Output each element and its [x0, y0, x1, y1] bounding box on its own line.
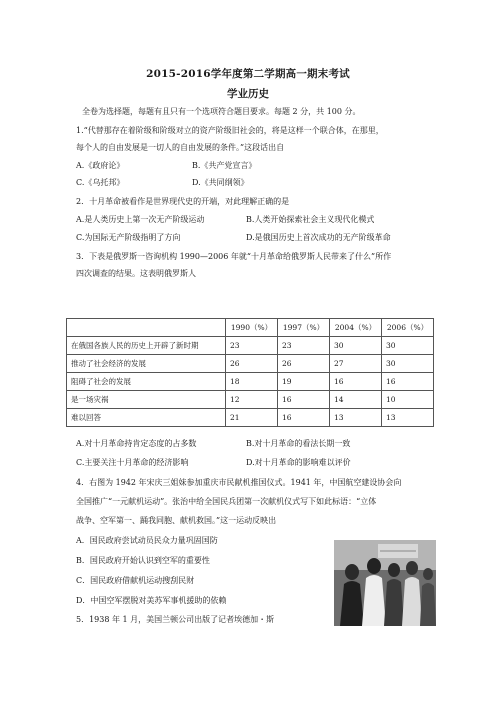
table-cell: 14	[330, 391, 382, 409]
q4-option-b: B．国民政府开始认识到空军的重要性	[76, 556, 210, 565]
table-row	[67, 373, 434, 391]
q4-stem-line3: 战争、空军第一、踊我同胞、献机救国。”这一运动反映出	[76, 516, 277, 525]
exam-subject: 学业历史	[227, 88, 269, 100]
table-cell: 23	[278, 337, 330, 355]
q3-option-d: D.对十月革命的影响难以评价	[246, 458, 351, 467]
table-cell: 13	[382, 409, 434, 427]
table-cell: 16	[382, 373, 434, 391]
q3-option-c: C.主要关注十月革命的经济影响	[76, 458, 189, 467]
instructions: 全卷为选择题，每题有且只有一个选项符合题目要求。每题 2 分，共 100 分。	[82, 107, 361, 116]
table-header-cell: 1990（%）	[226, 319, 278, 337]
table-row	[67, 355, 434, 373]
q3-option-a: A.对十月革命持肯定态度的占多数	[76, 439, 197, 448]
table-cell: 30	[382, 355, 434, 373]
q1-stem-line2: 每个人的自由发展是一切人的自由发展的条件。”这段话出自	[76, 143, 285, 152]
table-cell: 12	[226, 391, 278, 409]
q3-option-b: B.对十月革命的看法长期一致	[246, 439, 351, 448]
row-label: 难以回答	[67, 409, 226, 427]
table-cell: 21	[226, 409, 278, 427]
table-header-cell: 2004（%）	[330, 319, 382, 337]
q4-option-d: D．中国空军摆脱对美苏军事机援助的依赖	[76, 596, 227, 605]
exam-title: 2015-2016学年度第二学期高一期末考试	[146, 68, 350, 80]
row-label: 是一场灾祸	[67, 391, 226, 409]
q1-option-c: C.《乌托邦》	[76, 178, 125, 187]
table-cell: 18	[226, 373, 278, 391]
q4-stem-line2: 全国推广“一元献机运动”。张治中给全国民兵团第一次献机仪式写下如此标语：“立体	[76, 497, 377, 506]
q1-option-b: B.《共产党宣言》	[192, 161, 257, 170]
table-cell: 13	[330, 409, 382, 427]
q1-stem-line1: 1.“代替那存在着阶级和阶级对立的资产阶级旧社会的，将是这样一个联合体，在那里，	[76, 126, 384, 135]
table-cell: 27	[330, 355, 382, 373]
table-row	[67, 337, 434, 355]
table-cell: 23	[226, 337, 278, 355]
q3-stem-line1: 3．下表是俄罗斯一咨询机构 1990—2006 年就“十月革命给俄罗斯人民带来了什么”所作	[76, 252, 392, 261]
table-row	[67, 409, 434, 427]
q3-stem-line2: 四次调查的结果。这表明俄罗斯人	[76, 269, 196, 278]
q2-stem: 2．十月革命被看作是世界现代史的开端，对此理解正确的是	[76, 197, 290, 206]
q2-option-c: C.为国际无产阶级指明了方向	[76, 233, 181, 242]
q4-option-c: C．国民政府借献机运动搜刮民财	[76, 576, 195, 585]
table-cell: 10	[382, 391, 434, 409]
q1-option-d: D.《共同纲领》	[192, 178, 249, 187]
row-label: 阻碍了社会的发展	[67, 373, 226, 391]
table-header-cell: 2006（%）	[382, 319, 434, 337]
table-row	[67, 391, 434, 409]
table-cell: 19	[278, 373, 330, 391]
historical-photo	[334, 540, 436, 626]
table-header-row	[67, 319, 434, 337]
table-cell: 16	[330, 373, 382, 391]
row-label: 在俄国各族人民的历史上开辟了新时期	[67, 337, 226, 355]
survey-table	[66, 318, 434, 427]
table-cell: 26	[226, 355, 278, 373]
q2-option-a: A.是人类历史上第一次无产阶级运动	[76, 215, 205, 224]
table-cell: 26	[278, 355, 330, 373]
table-cell: 16	[278, 391, 330, 409]
table-header-cell: 1997（%）	[278, 319, 330, 337]
q4-stem-line1: 4．右图为 1942 年宋庆三姐妹参加重庆市民献机推国仪式。1941 年，中国航空建设协会向	[76, 478, 402, 487]
q2-option-b: B.人类开始探索社会主义现代化模式	[246, 215, 375, 224]
q4-option-a: A．国民政府尝试动员民众力量巩固国防	[76, 536, 218, 545]
table-cell: 30	[382, 337, 434, 355]
q1-option-a: A.《政府论》	[76, 161, 125, 170]
table-cell: 30	[330, 337, 382, 355]
q2-option-d: D.是俄国历史上首次成功的无产阶级革命	[246, 233, 391, 242]
table-cell: 16	[278, 409, 330, 427]
table-header-cell	[67, 319, 226, 337]
row-label: 推动了社会经济的发展	[67, 355, 226, 373]
q5-stem: 5．1938 年 1 月，美国兰顿公司出版了记者埃德加・斯	[76, 615, 275, 624]
